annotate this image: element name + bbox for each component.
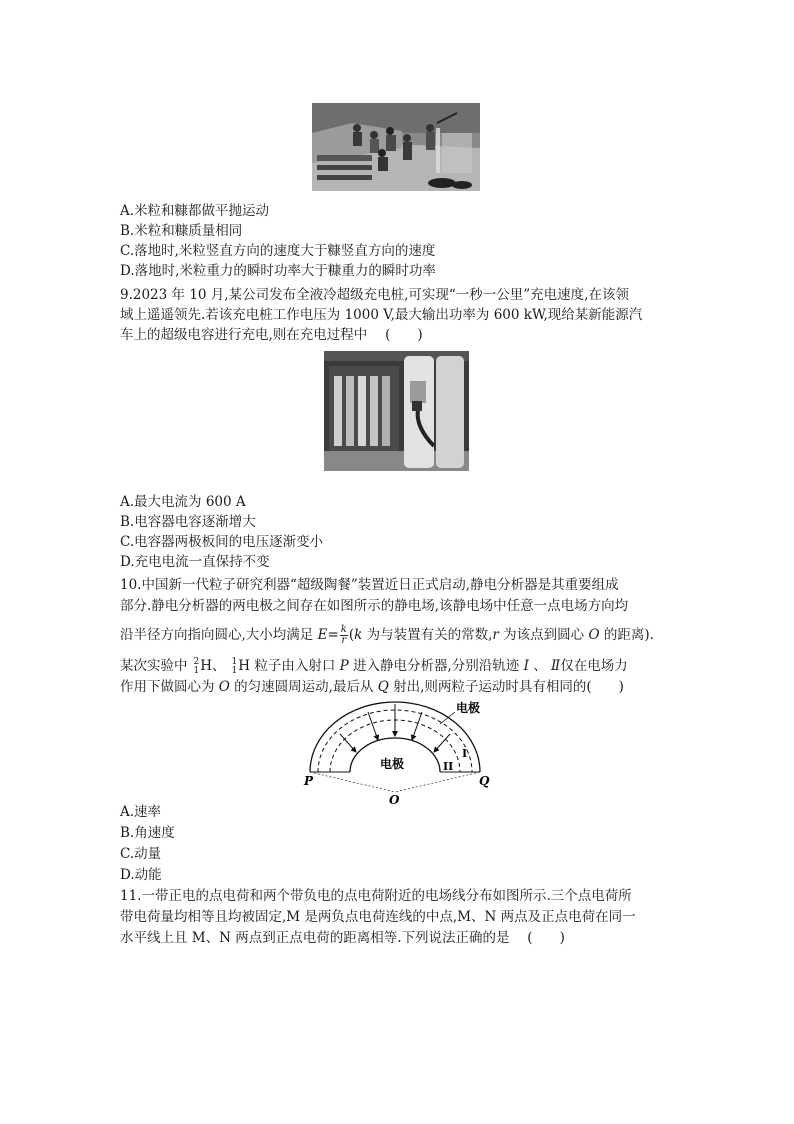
q10-stem-line3: 沿半径方向指向圆心,大小均满足 E= $\frac{k}{r}$ (k 为与装置有关的常数,r 为该点到圆心 O 的距离). bbox=[120, 624, 654, 646]
trajectory-I-label: I bbox=[462, 747, 468, 760]
electrostatic-analyzer-diagram bbox=[300, 700, 500, 806]
outer-electrode-label: 电极 bbox=[456, 701, 481, 715]
q9-option-a: A.最大电流为 600 A bbox=[120, 494, 246, 510]
protium-isotope-notation: 1 1 bbox=[231, 656, 238, 676]
deuterium-isotope-notation: 2 1 bbox=[193, 656, 200, 676]
charging-station-illustration bbox=[324, 351, 469, 471]
q11-stem-line3: 水平线上且 M、N 两点到正点电荷的距离相等.下列说法正确的是 ( ) bbox=[120, 930, 565, 946]
q10-stem-line5: 作用下做圆心为 O 的匀速圆周运动,最后从 Q 射出,则两粒子运动时具有相同的( ) bbox=[120, 679, 624, 695]
trajectory-II-label: II bbox=[443, 760, 454, 773]
radius-line-right bbox=[395, 772, 480, 792]
q9-option-c: C.电容器两极板间的电压逐渐变小 bbox=[120, 534, 324, 550]
q10-option-d: D.动能 bbox=[120, 867, 162, 883]
q8-option-c: C.落地时,米粒竖直方向的速度大于糠竖直方向的速度 bbox=[120, 243, 436, 259]
q8-option-d: D.落地时,米粒重力的瞬时功率大于糠重力的瞬时功率 bbox=[120, 263, 436, 279]
field-arrow-1 bbox=[340, 734, 356, 752]
charging-station-photo bbox=[324, 351, 469, 471]
field-formula-fraction: $\frac{k}{r}$ bbox=[340, 624, 347, 646]
q11-stem-line1: 11.一带正电的点电荷和两个带负电的点电荷附近的电场线分布如图所示.三个点电荷所 bbox=[120, 888, 632, 904]
inner-electrode-label: 电极 bbox=[380, 757, 405, 771]
q9-option-d: D.充电电流一直保持不变 bbox=[120, 554, 270, 570]
q8-option-a: A.米粒和糠都做平抛运动 bbox=[120, 203, 270, 219]
field-arrow-4 bbox=[412, 712, 422, 740]
q9-stem-line3: 车上的超级电容进行充电,则在充电过程中 ( ) bbox=[120, 327, 423, 343]
q10-option-b: B.角速度 bbox=[120, 825, 175, 841]
q10-option-a: A.速率 bbox=[120, 804, 162, 820]
q9-option-b: B.电容器电容逐渐增大 bbox=[120, 514, 256, 530]
center-label: O bbox=[389, 793, 400, 806]
exit-point-label: Q bbox=[479, 774, 490, 788]
rice-winnowing-illustration bbox=[312, 103, 480, 191]
radius-line-left bbox=[310, 772, 395, 792]
rice-winnowing-photo bbox=[312, 103, 480, 191]
q11-stem-line2: 带电荷量均相等且均被固定,M 是两负点电荷连线的中点,M、N 两点及正点电荷在同一 bbox=[120, 909, 636, 925]
q10-option-c: C.动量 bbox=[120, 846, 162, 862]
q10-stem-line1: 10.中国新一代粒子研究利器“超级陶餐”装置近日正式启动,静电分析器是其重要组成 bbox=[120, 577, 619, 593]
field-arrow-2 bbox=[368, 712, 378, 740]
q10-stem-line2: 部分.静电分析器的两电极之间存在如图所示的静电场,该静电场中任意一点电场方向均 bbox=[120, 598, 629, 614]
entry-point-label: P bbox=[304, 774, 314, 788]
q10-stem-line4: 某次实验中 2 1 H、 1 1 H 粒子由入射口 P 进入静电分析器,分别沿轨迹 Ⅰ 、 Ⅱ仅在电场力 bbox=[120, 656, 628, 676]
q8-option-b: B.米粒和糠质量相同 bbox=[120, 223, 243, 239]
q9-stem-line1: 9.2023 年 10 月,某公司发布全液冷超级充电桩,可实现“一秒一公里”充电速度,在该领 bbox=[120, 287, 629, 303]
q9-stem-line2: 域上遥遥领先.若该充电桩工作电压为 1000 V,最大输出功率为 600 kW,现给某新能源汽 bbox=[120, 307, 643, 323]
